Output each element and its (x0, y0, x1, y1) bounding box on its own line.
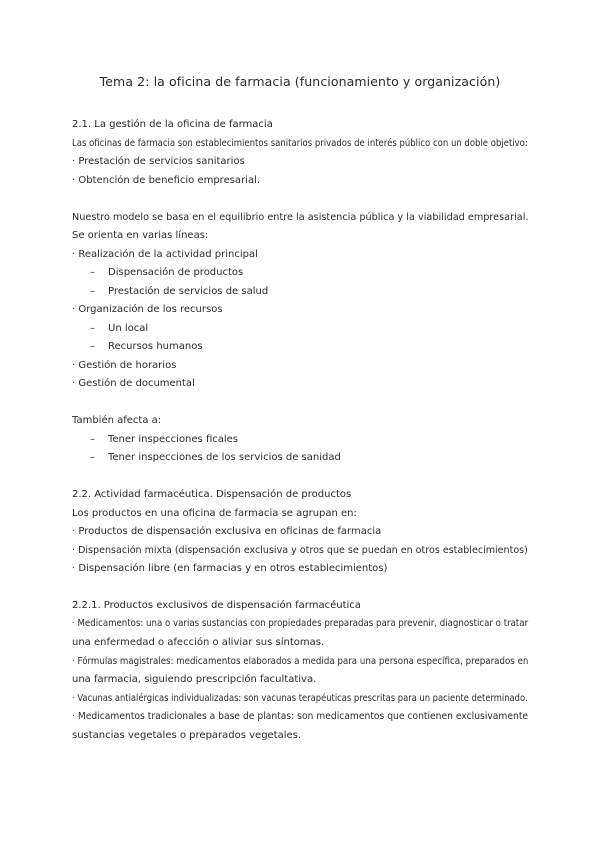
sub-item-label: Un local (108, 323, 149, 334)
dash-bullet: – (90, 341, 95, 352)
section-2-2-intro: Los productos en una oficina de farmacia se agrupan en: (72, 508, 357, 519)
dash-bullet: – (90, 434, 95, 445)
product-group-item: · Dispensación mixta (dispensación exclusiva y otros que se puedan en otros establecimientos) (72, 545, 528, 556)
paragraph-line: · Medicamentos tradicionales a base de plantas: son medicamentos que contienen exclusivamente (72, 711, 529, 722)
also-affects-intro: También afecta a: (72, 415, 162, 426)
section-2-1-intro: Las oficinas de farmacia son establecimientos sanitarios privados de interés público con un doble objetivo: (72, 138, 528, 149)
sub-item (90, 433, 238, 447)
paragraph-line: una enfermedad o afección o aliviar sus síntomas. (72, 637, 325, 648)
sub-item (90, 451, 341, 465)
dash-bullet: – (90, 452, 95, 463)
product-group-item: · Dispensación libre (en farmacias y en otros establecimientos) (72, 563, 388, 574)
lines-intro: Se orienta en varias líneas: (72, 230, 209, 241)
paragraph-line: · Medicamentos: una o varias sustancias con propiedades preparadas para prevenir, diagnosticar o tratar (72, 618, 529, 629)
page-title: Tema 2: la oficina de farmacia (funcionamiento y organización) (99, 74, 501, 89)
objective-item: · Prestación de servicios sanitarios (72, 156, 245, 167)
line-item: · Organización de los recursos (72, 304, 223, 315)
sub-item (90, 322, 148, 336)
section-2-2-heading: 2.2. Actividad farmacéutica. Dispensación de productos (72, 489, 352, 500)
sub-item-label: Prestación de servicios de salud (108, 286, 269, 297)
paragraph-line: sustancias vegetales o preparados vegetales. (72, 730, 302, 741)
section-2-1-heading: 2.1. La gestión de la oficina de farmacia (72, 119, 273, 130)
line-item: · Realización de la actividad principal (72, 249, 258, 260)
product-group-item: · Productos de dispensación exclusiva en oficinas de farmacia (72, 526, 382, 537)
sub-item-label: Recursos humanos (108, 341, 203, 352)
paragraph-line: · Vacunas antialérgicas individualizadas: son vacunas terapéuticas prescritas para un paciente determinado. (72, 693, 528, 704)
sub-item-label: Tener inspecciones de los servicios de sanidad (108, 452, 341, 463)
dash-bullet: – (90, 286, 95, 297)
model-paragraph: Nuestro modelo se basa en el equilibrio entre la asistencia pública y la viabilidad empresarial. (72, 212, 529, 223)
objective-item: · Obtención de beneficio empresarial. (72, 175, 261, 186)
sub-item (90, 285, 268, 299)
dash-bullet: – (90, 267, 95, 278)
sub-item (90, 340, 203, 354)
sub-item-label: Tener inspecciones ficales (108, 434, 239, 445)
sub-item (90, 266, 243, 280)
section-2-2-1-heading: 2.2.1. Productos exclusivos de dispensación farmacéutica (72, 600, 361, 611)
line-item: · Gestión de horarios (72, 360, 177, 371)
sub-item-label: Dispensación de productos (108, 267, 244, 278)
paragraph-line: · Fórmulas magistrales: medicamentos elaborados a medida para una persona específica, preparados en (72, 656, 529, 667)
dash-bullet: – (90, 323, 95, 334)
line-item: · Gestión de documental (72, 378, 195, 389)
paragraph-line: una farmacia, siguiendo prescripción facultativa. (72, 674, 317, 685)
